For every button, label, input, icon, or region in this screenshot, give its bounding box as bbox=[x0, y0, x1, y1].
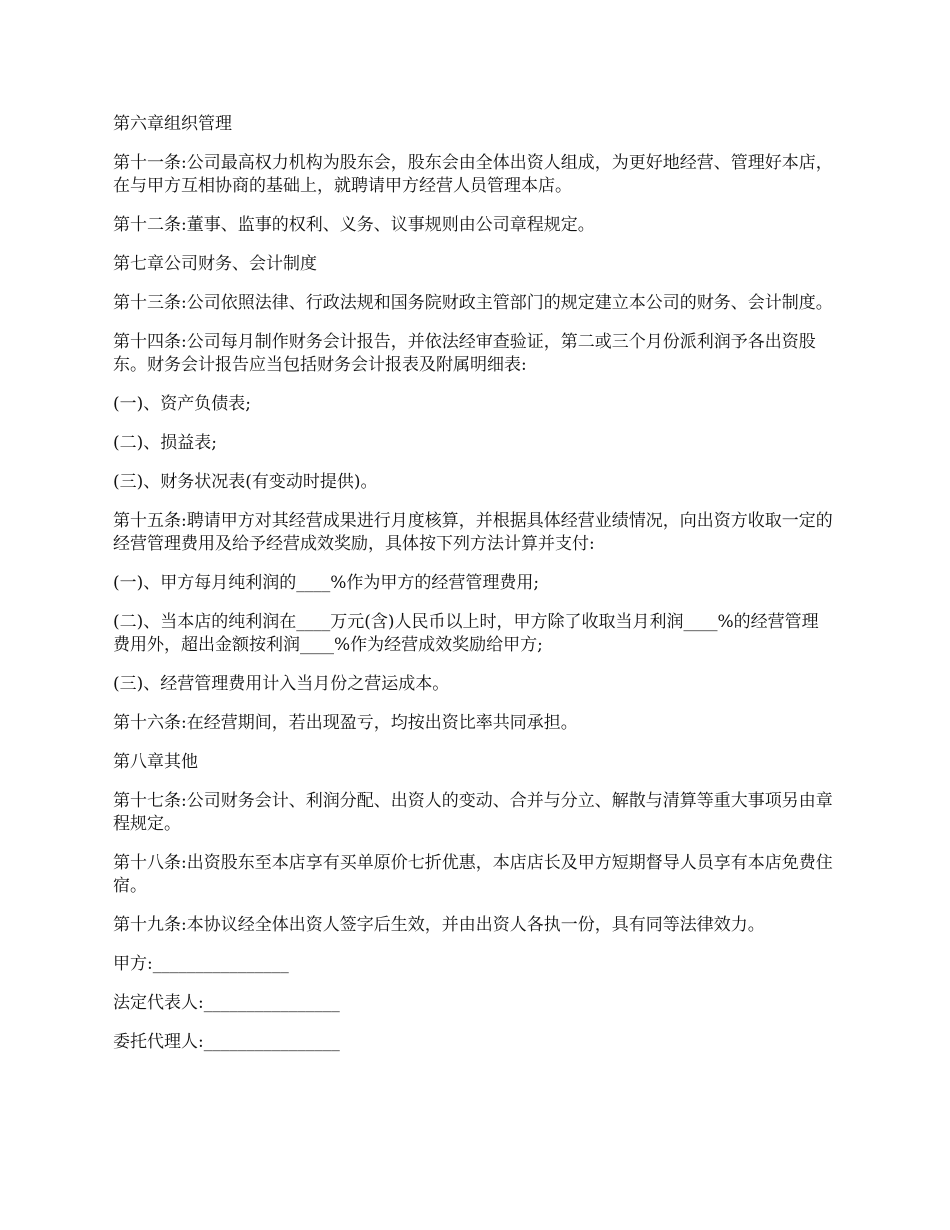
chapter-heading-6: 第六章组织管理 bbox=[113, 114, 232, 134]
chapter-heading-8: 第八章其他 bbox=[113, 752, 198, 772]
list-item-balance-sheet: (一)、资产负债表; bbox=[113, 394, 251, 414]
list-item-management-fee: (一)、甲方每月纯利润的____%作为甲方的经营管理费用; bbox=[113, 573, 540, 593]
article-18: 第十八条:出资股东至本店享有买单原价七折优惠，本店店长及甲方短期督导人员享有本店免费住宿。 bbox=[113, 853, 833, 896]
article-11: 第十一条:公司最高权力机构为股东会，股东会由全体出资人组成，为更好地经营、管理好本店，在与甲方互相协商的基础上，就聘请甲方经营人员管理本店。 bbox=[113, 153, 833, 196]
document-body bbox=[113, 113, 833, 1070]
list-item-performance-bonus: (二)、当本店的纯利润在____万元(含)人民币以上时，甲方除了收取当月利润____%的经营管理费用外，超出金额按利润____%作为经营成效奖励给甲方; bbox=[113, 612, 819, 655]
article-13: 第十三条:公司依照法律、行政法规和国务院财政主管部门的规定建立本公司的财务、会计制度。 bbox=[113, 293, 833, 313]
article-12: 第十二条:董事、监事的权利、义务、议事规则由公司章程规定。 bbox=[113, 215, 595, 235]
signature-legal-representative: 法定代表人:________________ bbox=[113, 993, 340, 1013]
signature-authorized-agent: 委托代理人:________________ bbox=[113, 1032, 340, 1052]
article-15: 第十五条:聘请甲方对其经营成果进行月度核算，并根据具体经营业绩情况，向出资方收取一定的经营管理费用及给予经营成效奖励，具体按下列方法计算并支付: bbox=[113, 511, 833, 554]
list-item-financial-status: (三)、财务状况表(有变动时提供)。 bbox=[113, 472, 378, 492]
signature-party-a: 甲方:________________ bbox=[113, 954, 289, 974]
list-item-operating-cost: (三)、经营管理费用计入当月份之营运成本。 bbox=[113, 674, 450, 694]
article-16: 第十六条:在经营期间，若出现盈亏，均按出资比率共同承担。 bbox=[113, 713, 578, 733]
article-17: 第十七条:公司财务会计、利润分配、出资人的变动、合并与分立、解散与清算等重大事项另由章程规定。 bbox=[113, 791, 833, 834]
article-19: 第十九条:本协议经全体出资人签字后生效，并由出资人各执一份，具有同等法律效力。 bbox=[113, 915, 765, 935]
chapter-heading-7: 第七章公司财务、会计制度 bbox=[113, 254, 317, 274]
article-14: 第十四条:公司每月制作财务会计报告，并依法经审查验证，第二或三个月份派利润予各出资股东。财务会计报告应当包括财务会计报表及附属明细表: bbox=[113, 332, 816, 375]
list-item-income-statement: (二)、损益表; bbox=[113, 433, 217, 453]
